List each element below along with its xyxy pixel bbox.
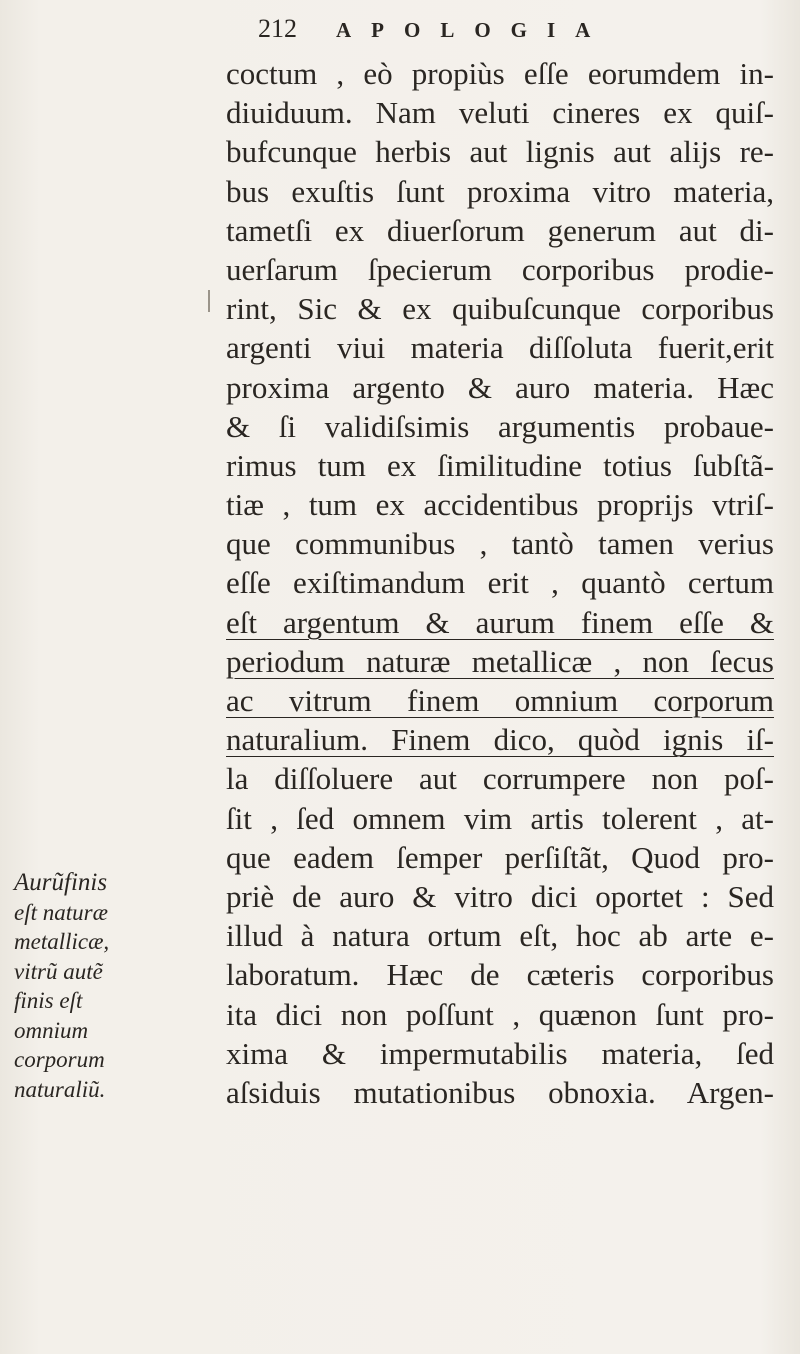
text-line: rimus tum ex ſimilitudine totius ſubſtã-	[226, 447, 774, 483]
underlined-text-line: ac vitrum finem omnium corporum	[226, 683, 774, 718]
margin-mark	[208, 290, 210, 312]
margin-note-line: metallicæ,	[14, 929, 110, 954]
text-line: ſit , ſed omnem vim artis tolerent , at-	[226, 800, 774, 836]
main-text-block	[226, 54, 774, 1112]
margin-note-line: vitrũ autẽ	[14, 958, 103, 984]
text-line: tiæ , tum ex accidentibus proprijs vtriſ-	[226, 487, 774, 523]
text-line: que eadem ſemper perſiſtãt, Quod pro-	[226, 839, 774, 875]
text-line: coctum , eò propiùs eſſe eorumdem in-	[226, 56, 774, 91]
text-line: aſsiduis mutationibus obnoxia. Argen-	[226, 1074, 774, 1110]
underlined-text-line: eſt argentum & aurum finem eſſe &	[226, 604, 774, 640]
underlined-text-line: periodum naturæ metallicæ , non ſecus	[226, 643, 774, 679]
text-line: rint, Sic & ex quibuſcunque corporibus	[226, 291, 774, 327]
margin-note-line: corporum	[14, 1047, 105, 1072]
margin-note-line: Aurũfinis	[14, 869, 108, 896]
text-line: & ſi validiſsimis argumentis probaue-	[226, 408, 774, 444]
text-line: proxima argento & auro materia. Hæc	[226, 369, 774, 405]
margin-note-line: naturaliũ.	[14, 1076, 106, 1102]
underlined-text-line: naturalium. Finem dico, quòd ignis iſ-	[226, 722, 774, 758]
running-title: APOLOGIA	[336, 18, 611, 42]
text-line: que communibus , tantò tamen verius	[226, 526, 774, 562]
margin-note-line: eſt naturæ	[14, 899, 108, 925]
text-line: eſſe exiſtimandum erit , quantò certum	[226, 565, 774, 601]
text-line: priè de auro & vitro dici oportet : Sed	[226, 878, 774, 914]
text-line: laboratum. Hæc de cæteris corporibus	[226, 957, 774, 993]
margin-note-line: finis eſt	[14, 988, 83, 1013]
text-line: la diſſoluere aut corrumpere non poſ-	[226, 761, 774, 797]
text-line: xima & impermutabilis materia, ſed	[226, 1035, 774, 1071]
text-line: diuiduum. Nam veluti cineres ex quiſ-	[226, 95, 774, 131]
text-line: bufcunque herbis aut lignis aut alijs re-	[226, 134, 774, 170]
page-number: 212	[258, 14, 297, 43]
text-line: tametſi ex diuerſorum generum aut di-	[226, 212, 774, 248]
margin-note	[14, 868, 224, 1104]
text-line: ita dici non poſſunt , quænon ſunt pro-	[226, 996, 774, 1032]
text-line: uerſarum ſpecierum corporibus prodie-	[226, 251, 774, 287]
text-line: illud à natura ortum eſt, hoc ab arte e-	[226, 918, 774, 954]
text-line: argenti viui materia diſſoluta fuerit,erit	[226, 330, 774, 366]
running-head	[258, 14, 610, 48]
margin-note-line: omnium	[14, 1017, 89, 1043]
text-line: bus exuſtis ſunt proxima vitro materia,	[226, 173, 774, 209]
